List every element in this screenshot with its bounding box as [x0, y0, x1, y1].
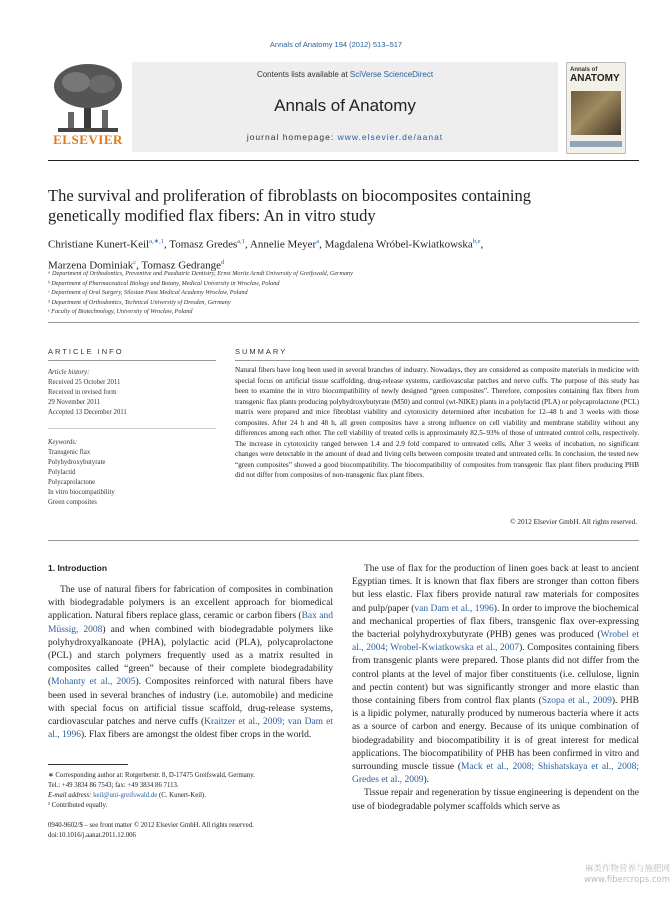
- footnote-rule: [48, 764, 128, 765]
- article-info-heading: ARTICLE INFO: [48, 347, 124, 356]
- history-line: Accepted 13 December 2011: [48, 409, 127, 416]
- intro-paragraph-2: [352, 563, 639, 787]
- sciencedirect-link[interactable]: SciVerse ScienceDirect: [349, 70, 434, 79]
- cover-small-title: Annals of: [570, 67, 598, 73]
- footnotes: [48, 771, 333, 811]
- citation-link[interactable]: Mack et al., 2008; Shishatskaya et al., 2008; Gredes et al., 2009: [352, 762, 639, 786]
- author-affiliation-marker[interactable]: d: [220, 258, 225, 266]
- issn-line: 0940-9602/$ – see front matter © 2012 Elsevier GmbH. All rights reserved.: [48, 822, 254, 829]
- watermark-line-1: 麻类作物营养与施肥网: [584, 864, 670, 874]
- text-run: ).: [423, 775, 430, 786]
- citation-link[interactable]: Wrobel et al., 2004; Wrobel-Kwiatkowska et al., 2007: [352, 630, 639, 654]
- keywords: [48, 438, 218, 508]
- author-name: Tomasz Gredes: [169, 238, 238, 251]
- body-column-left: [48, 584, 333, 742]
- text-run: The use of natural fibers for fabrication of composites in combination with biodegradable polymers is an excellent approach for biomedical application. Natural fibers replace glass, ceramic or carbon fibers (: [48, 585, 333, 622]
- author-name: Annelie Meyer: [249, 238, 317, 251]
- journal-cover-thumbnail: [566, 62, 626, 154]
- history-line: Received 25 October 2011: [48, 379, 121, 386]
- summary-rule: [235, 360, 639, 361]
- abstract-rule: [48, 540, 639, 541]
- journal-citation: Annals of Anatomy 194 (2012) 513–517: [269, 40, 403, 49]
- contact-phone-fax: Tel.: +49 3834 86 7543; fax: +49 3834 86 7113.: [48, 782, 179, 789]
- title-line-2: genetically modified flax fibers: An in vitro study: [48, 206, 376, 225]
- affiliation-b: ᵇ Department of Pharmaceutical Biology and Botany, Medical University in Wrocław, Poland: [48, 279, 280, 287]
- email-note: [48, 791, 333, 801]
- cover-journal-name: ANATOMY: [570, 73, 620, 84]
- history-label: Article history:: [48, 369, 90, 376]
- section-heading-introduction: 1. Introduction: [48, 563, 108, 573]
- email-link[interactable]: keil@uni-greifswald.de: [93, 792, 158, 799]
- citation-link[interactable]: Szopa et al., 2009: [541, 696, 612, 707]
- author-affiliation-marker[interactable]: b,e: [472, 238, 481, 245]
- summary-heading: SUMMARY: [235, 347, 288, 356]
- text-run: ) and when combined with biodegradable polymers like polyhydroxyalkanoate (PHA), polylactic acid (PLA), polycaprolactone (PCL) and starch polymers frequently used as a matrix resulted in composites called “green” because of their complete biodegradability (: [48, 624, 334, 688]
- article-history: [48, 368, 218, 418]
- text-run: ). Composites containing fibers from transgenic plants were prepared. Those plants did not differ from the control plants at the level of major fiber constituents (i.e. cellulose, lignin and pectin content) but was significantly stronger and more elastic than those containing fibers from control flax plants (: [352, 643, 640, 707]
- front-matter: [48, 821, 348, 841]
- watermark-line-2: www.fibercrops.com: [584, 875, 670, 885]
- affiliations: [48, 269, 608, 317]
- citation-link[interactable]: Mohanty et al., 2005: [51, 677, 136, 688]
- keyword: In vitro biocompatibility: [48, 489, 115, 496]
- keyword: Polyhydroxybutyrate: [48, 459, 106, 466]
- affiliation-e: ᵉ Faculty of Biotechnology, University of Wrocław, Poland: [48, 308, 193, 315]
- journal-title: Annals of Anatomy: [274, 96, 416, 115]
- history-line: 29 November 2011: [48, 399, 101, 406]
- author-affiliation-marker[interactable]: a,1: [237, 238, 246, 245]
- cover-footer-bar: [570, 141, 622, 147]
- homepage-link[interactable]: www.elsevier.de/aanat: [337, 132, 444, 142]
- header-rule: [48, 160, 639, 161]
- keyword: Green composites: [48, 499, 97, 506]
- author-name: Marzena Dominiak: [48, 259, 134, 272]
- keyword: Polylactid: [48, 469, 76, 476]
- history-line: Received in revised form: [48, 389, 117, 396]
- contents-available-line: [132, 70, 558, 79]
- contents-prefix: Contents lists available at: [256, 70, 350, 79]
- elsevier-wordmark: ELSEVIER: [53, 132, 123, 147]
- author-list: Christiane Kunert-Keil$^{a,∗,1}$, Tomasz Gredes$^{a,1}$, Annelie Meyer$^a$, Magdalena Wróbel-Kwiatkowska$^{b,e}$, Marzena Dominiak$^c$, Tomasz Gedrange$^d$: [48, 238, 484, 272]
- text-run: ). PHB is a lipidic polymer, naturally produced by numerous bacteria where it acts as a source of carbon and energy. Because of its unique combination of biodegradability and biocompatibility it is of great interest for medical applications. The biocompatibility of PHB has been confirmed in vitro and surrounding muscle tissue (: [352, 696, 639, 773]
- author-name: Tomasz Gedrange: [141, 259, 221, 272]
- history-rule: [48, 428, 216, 429]
- keyword: Transgenic flax: [48, 449, 91, 456]
- keyword: Polycaprolactone: [48, 479, 96, 486]
- equal-contribution-note: ¹ Contributed equally.: [48, 802, 108, 809]
- corresponding-author-note: ∗ Corresponding author at: Rotgerberstr. 8, D-17475 Greifswald, Germany.: [48, 772, 255, 779]
- summary-text: Natural fibers have long been used in several branches of industry. Nowadays, they are considered as composite materials in medicine with special focus on artificial tissue scaffolding, drug-release systems, cardiovascular patches and nerve cuffs. The purpose of this study has been to examine the in vitro biocompatibility of newly designed “green composites”. Therefore, composites containing flax fibers from transgenic flax plants producing polyhydroxybutyrate (M50) and control (wt-NIKE) plants in a polylactid (PLA) or polycaprolactone (PCL) matrix were prepared and mice fibroblast viability and cytotoxicity determined after incubation for 12–48 h and 3 weeks with those composites. After 24 h and 48 h, all green composites have a strong influence on cell viability and membrane stability without any differences among each other. The cell viability of treated cells is approximately 82.5–93% of those of untreated control cells, respectively. The increase in cytotoxicity ranged between 1.4 and 2.9 fold compared to untreated cells. After 3 weeks of incubation, no significant changes were detectable in the amount of dead and living cells between composite treated and untreated cells. In conclusion, the tested new “green composites” showed a good biocompatibility. The biocompatibility of composites from transgenic flax plant fibers producing PHB did not differ from composites of non-transgenic flax plant fibers.: [235, 366, 639, 479]
- affiliation-rule: [48, 322, 639, 323]
- email-label: E-mail address:: [48, 792, 92, 799]
- cover-image: [571, 91, 621, 135]
- journal-homepage: [132, 132, 558, 142]
- citation-link[interactable]: Kraitzer et al., 2009; van Dam et al., 1996: [48, 717, 333, 741]
- affiliation-a: ᵃ Department of Orthodontics, Preventive and Paediatric Dentistry, Ernst Moritz Arndt University of Greifswald, Germany: [48, 270, 353, 277]
- site-watermark: [560, 864, 670, 886]
- citation-link[interactable]: Bax and Müssig, 2008: [48, 611, 333, 635]
- homepage-prefix: journal homepage:: [246, 132, 338, 142]
- author-affiliation-marker[interactable]: a: [316, 238, 320, 245]
- text-run: ). Composites reinforced with natural fibers have been used in several branches of industry (i.e. automobile) and medicine with special focus on artificial tissue scaffold, drug-release systems, cardiovascular patches and nerve cuffs (: [48, 677, 334, 728]
- text-run: ). Flax fibers are amongst the oldest fiber crops in the world.: [80, 730, 312, 741]
- author-name: Magdalena Wróbel-Kwiatkowska: [324, 238, 473, 251]
- article-info-rule: [48, 360, 216, 361]
- body-column-right: [352, 563, 639, 814]
- intro-paragraph-3: Tissue repair and regeneration by tissue engineering is dependent on the use of biodegradable polymer scaffolds which serve as: [352, 788, 639, 812]
- citation-link[interactable]: van Dam et al., 1996: [414, 603, 494, 614]
- keywords-label: Keywords:: [48, 439, 78, 446]
- text-run: ). In order to improve the biochemical and mechanical properties of flax fibers, transgenic flax over-expressing the bacterial polyhydroxybutyrate (PHB) genes was produced (: [352, 603, 639, 641]
- article-title: [48, 186, 628, 226]
- affiliation-c: ᶜ Department of Oral Surgery, Silesian Piast Medical Academy Wrocław, Poland: [48, 289, 248, 296]
- affiliation-d: ᵈ Department of Orthodontics, Technical University of Dresden, Germany: [48, 298, 231, 306]
- author-affiliation-marker[interactable]: c: [133, 258, 137, 266]
- text-run: The use of flax for the production of linen goes back at least to ancient Egyptian times. It is known that flax fibers are stronger than cotton fibers but less elastic. Flax fibers provide natural raw materials for composites and pulp/paper (: [352, 564, 639, 614]
- doi-line[interactable]: doi:10.1016/j.aanat.2011.12.006: [48, 832, 136, 839]
- email-suffix: (C. Kunert-Keil).: [157, 792, 206, 799]
- author-name: Christiane Kunert-Keil: [48, 238, 150, 251]
- title-line-1: The survival and proliferation of fibroblasts on biocomposites containing: [48, 186, 531, 205]
- copyright-notice: © 2012 Elsevier GmbH. All rights reserved.: [510, 518, 637, 526]
- intro-paragraph-1: [48, 584, 333, 742]
- author-affiliation-marker[interactable]: a,∗,1: [149, 238, 164, 245]
